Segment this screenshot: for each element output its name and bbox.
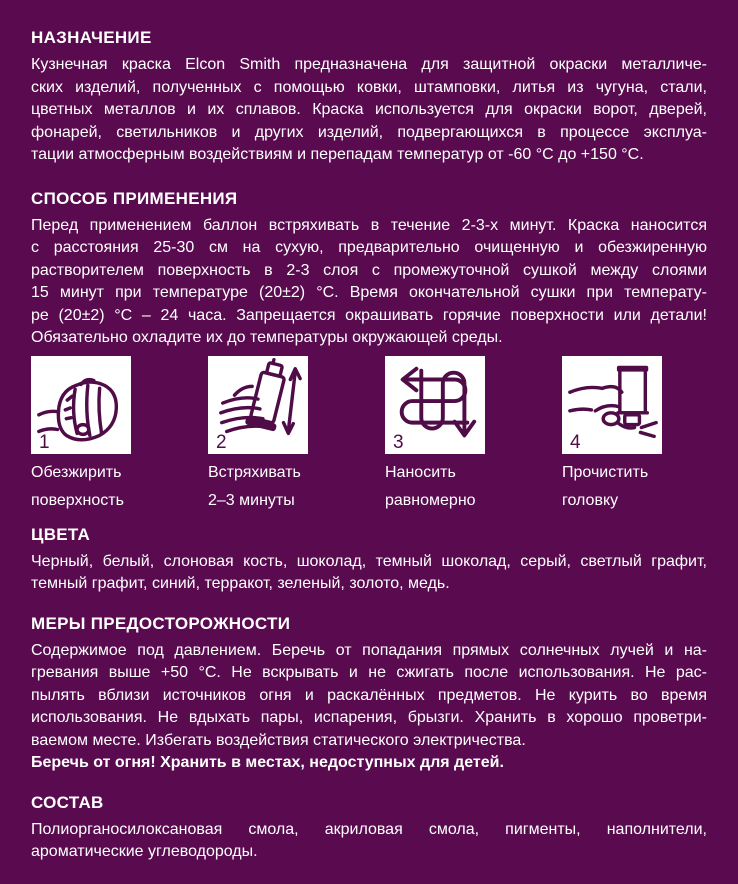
section-application bbox=[31, 189, 707, 350]
step-apply bbox=[385, 356, 485, 515]
text-line: с расстояния 25-30 см на сухую, предварительно очищенную и обезжиренную bbox=[31, 239, 707, 256]
step-label bbox=[562, 459, 662, 515]
purpose-text bbox=[31, 54, 707, 167]
text-line: 15 минут при температуре (20±2) °С. Время окончательной сушки при температу- bbox=[31, 284, 707, 301]
text-line: гревания выше +50 °С. Не вскрывать и не сжигать после использования. Не рас- bbox=[31, 664, 707, 681]
text-line: пылять вблизи источников огня и раскалённых предметов. Не курить во время bbox=[31, 686, 707, 704]
step-label-line: 2–3 минуты bbox=[208, 491, 295, 509]
colors-text bbox=[31, 551, 707, 596]
step-label bbox=[385, 459, 485, 515]
colors-heading: ЦВЕТА bbox=[31, 524, 91, 544]
precautions-warning-line: Беречь от огня! Хранить в местах, недоступных для детей. bbox=[31, 754, 504, 771]
step-shake bbox=[208, 356, 308, 515]
step-clean bbox=[562, 356, 662, 515]
step-label bbox=[208, 459, 308, 515]
usage-steps bbox=[31, 356, 707, 515]
step-label-line: Обезжирить bbox=[31, 463, 122, 481]
text-line: Черный, белый, слоновая кость, шоколад, темный шоколад, серый, светлый графит, bbox=[31, 552, 707, 570]
text-line: тации атмосферным воздействиям и перепадам температур от -60 °С до +150 °С. bbox=[31, 146, 644, 163]
composition-text bbox=[31, 819, 707, 864]
step-label-line: поверхность bbox=[31, 491, 124, 509]
section-purpose bbox=[31, 28, 707, 167]
step-label-line: Встряхивать bbox=[208, 463, 301, 481]
step-pictogram-box bbox=[562, 356, 662, 454]
text-line: использования. Не вдыхать пары, испарения, брызги. Хранить в хорошо проветри- bbox=[31, 709, 707, 726]
precautions-heading: МЕРЫ ПРЕДОСТОРОЖНОСТИ bbox=[31, 613, 291, 633]
text-line: Полиорганосилоксановая смола, акриловая смола, пигменты, наполнители, bbox=[31, 820, 707, 838]
step-number: 3 bbox=[393, 431, 404, 453]
step-pictogram-box bbox=[208, 356, 308, 454]
text-line: Кузнечная краска Elcon Smith предназначена для защитной окраски металличе- bbox=[31, 56, 707, 73]
step-number: 2 bbox=[216, 431, 227, 453]
application-text bbox=[31, 215, 707, 350]
step-number: 4 bbox=[570, 431, 581, 453]
text-line: ских изделий, полученных с помощью ковки, штамповки, литья из чугуна, стали, bbox=[31, 78, 707, 96]
application-heading: СПОСОБ ПРИМЕНЕНИЯ bbox=[31, 188, 238, 208]
section-composition bbox=[31, 793, 707, 864]
step-label-line: головку bbox=[562, 491, 619, 509]
text-line: ре (20±2) °С – 24 часа. Запрещается окрашивать горячие поверхности или детали! bbox=[31, 306, 707, 324]
text-line: цветных металлов и их сплавов. Краска используется для окраски ворот, дверей, bbox=[31, 101, 707, 118]
text-line: Обязательно охладите их до температуры окружающей среды. bbox=[31, 329, 503, 346]
section-colors bbox=[31, 525, 707, 596]
text-line: растворителем поверхность в 2-3 слоя с промежуточной сушкой между слоями bbox=[31, 261, 707, 279]
step-label-line: Прочистить bbox=[562, 463, 649, 481]
step-label-line: Наносить bbox=[385, 463, 456, 481]
text-line: Содержимое под давлением. Беречь от попадания прямых солнечных лучей и на- bbox=[31, 641, 707, 659]
step-pictogram-box bbox=[31, 356, 131, 454]
precautions-text bbox=[31, 640, 707, 775]
step-label bbox=[31, 459, 131, 515]
text-line: Перед применением баллон встряхивать в течение 2-3-х минут. Краска наносится bbox=[31, 216, 707, 234]
text-line: ваемом месте. Избегать воздействия статического электричества. bbox=[31, 731, 526, 749]
text-line: фонарей, светильников и других изделий, подвергающихся в процессе эксплуа- bbox=[31, 123, 707, 141]
composition-heading: СОСТАВ bbox=[31, 792, 104, 812]
purpose-heading: НАЗНАЧЕНИЕ bbox=[31, 28, 152, 47]
text-line: ароматические углеводороды. bbox=[31, 843, 258, 860]
step-degrease bbox=[31, 356, 131, 515]
step-number: 1 bbox=[39, 431, 50, 453]
step-pictogram-box bbox=[385, 356, 485, 454]
step-label-line: равномерно bbox=[385, 491, 476, 509]
section-precautions bbox=[31, 614, 707, 775]
text-line: темный графит, синий, терракот, зеленый, золото, медь. bbox=[31, 575, 450, 592]
